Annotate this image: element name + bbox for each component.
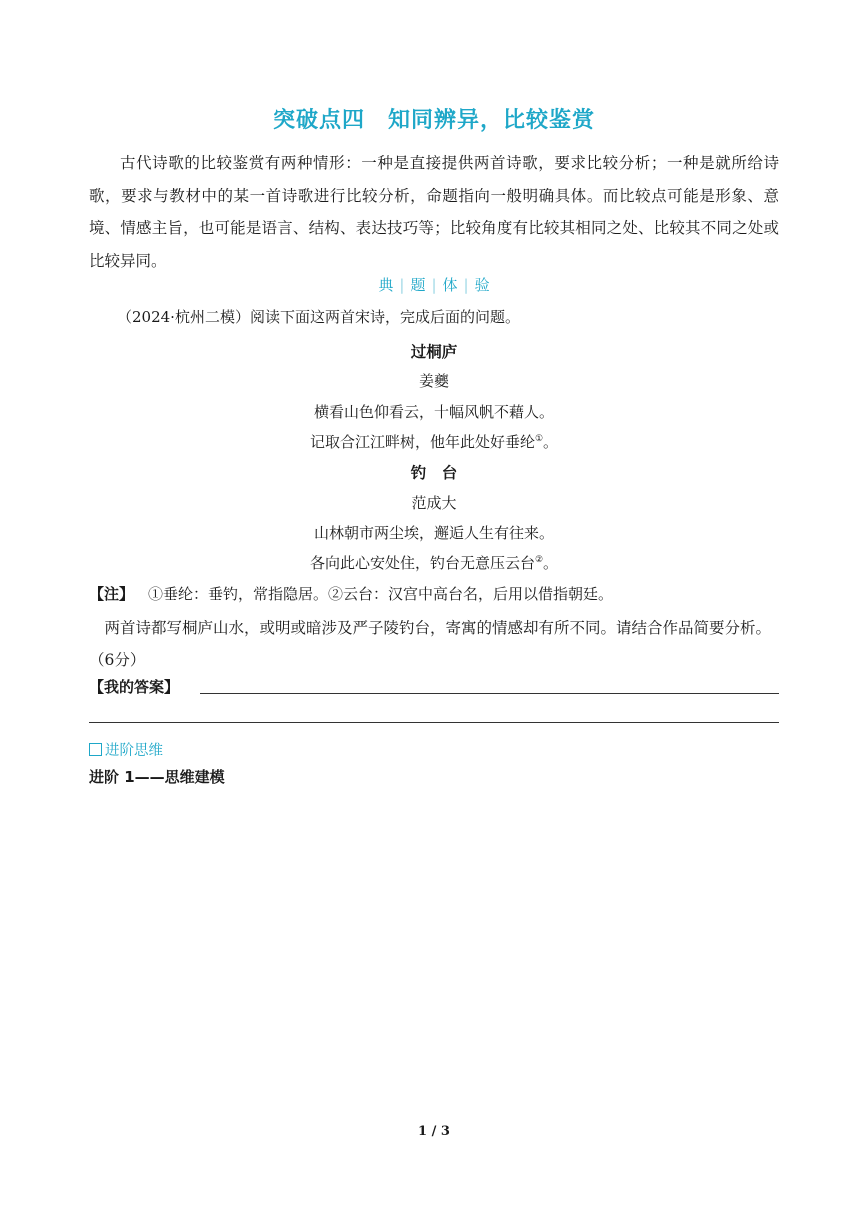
- section-char: 体: [442, 276, 458, 294]
- answer-label: 【我的答案】: [89, 678, 180, 696]
- poem2-line2: [0, 552, 868, 573]
- advance-thinking-header: [89, 739, 163, 760]
- section-separator: |: [463, 276, 469, 294]
- answer-line[interactable]: [89, 722, 779, 723]
- section-char: 典: [378, 276, 394, 294]
- section-heading: [0, 274, 868, 295]
- poem2-title: 钓 台: [410, 464, 458, 482]
- footnote-mark-2: ②: [534, 555, 544, 565]
- intro-paragraph: 古代诗歌的比较鉴赏有两种情形：一种是直接提供两首诗歌，要求比较分析；一种是就所给诗歌，要求与教材中的某一首诗歌进行比较分析，命题指向一般明确具体。而比较点可能是形象、意境、情感主旨，也可能是语言、结构、表达技巧等；比较角度有比较其相同之处、比较其不同之处或比较异同。: [89, 154, 779, 270]
- section-char: 验: [474, 276, 490, 294]
- step-heading: 进阶 1——思维建模: [89, 768, 225, 786]
- answer-line[interactable]: [200, 693, 779, 694]
- question-source: （2024·杭州二模）阅读下面这两首宋诗，完成后面的问题。: [117, 308, 520, 326]
- poem2-line2-text: 各向此心安处住，钓台无意压云台: [309, 554, 535, 572]
- note-label: 【注】: [89, 585, 135, 603]
- poem1-line2: [0, 431, 868, 452]
- advance-label: 进阶思维: [105, 743, 163, 759]
- page-title: 突破点四 知同辨异，比较鉴赏: [272, 108, 595, 133]
- poem2-line2-end: 。: [543, 554, 559, 572]
- poem1-author: 姜夔: [418, 372, 449, 390]
- poem2-author: 范成大: [411, 494, 457, 512]
- poem1-line1: 横看山色仰看云，十幅风帆不藉人。: [313, 403, 554, 421]
- poem1-line2-text: 记取合江江畔树，他年此处好垂纶: [309, 433, 535, 451]
- checkbox-icon: [89, 743, 102, 756]
- note-text: ①垂纶：垂钓，常指隐居。②云台：汉宫中高台名，后用以借指朝廷。: [148, 585, 614, 603]
- section-separator: |: [399, 276, 405, 294]
- poem1-title: 过桐庐: [410, 343, 458, 361]
- question-text: 两首诗都写桐庐山水，或明或暗涉及严子陵钓台，寄寓的情感却有所不同。请结合作品简要分析。（6分）: [89, 619, 772, 669]
- footnote-mark-1: ①: [534, 434, 544, 444]
- section-char: 题: [410, 276, 426, 294]
- section-separator: |: [431, 276, 437, 294]
- poem1-line2-end: 。: [543, 433, 559, 451]
- page-number: 1 / 3: [418, 1124, 450, 1139]
- footnote: [89, 583, 613, 604]
- poem2-line1: 山林朝市两尘埃，邂逅人生有往来。: [313, 524, 554, 542]
